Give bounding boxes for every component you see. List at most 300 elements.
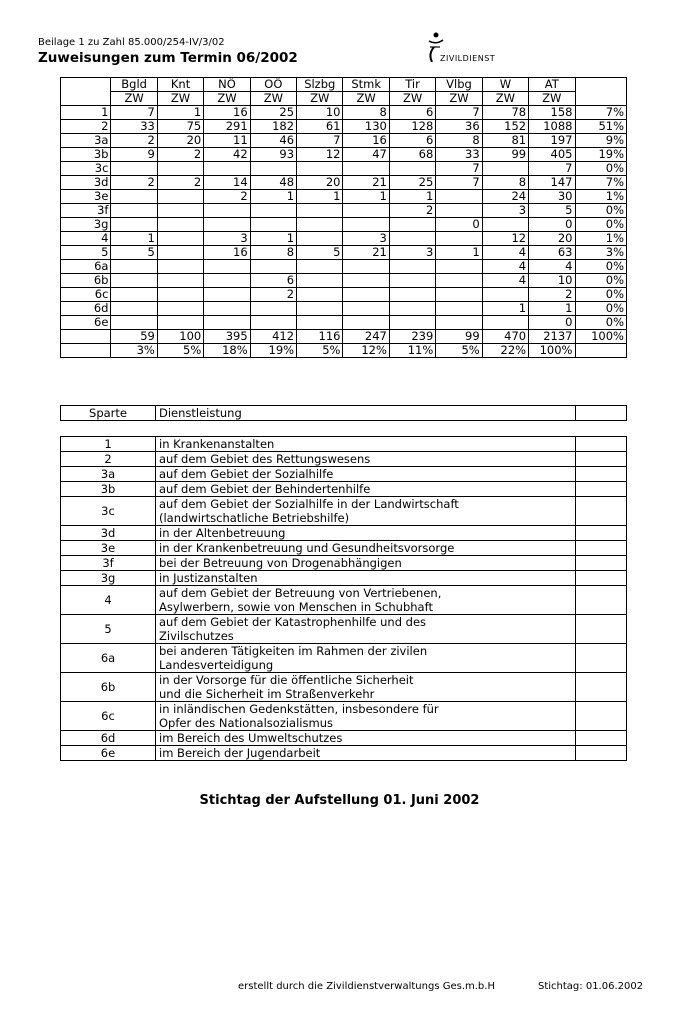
sparte-legend-table <box>60 436 627 761</box>
legend-description <box>156 497 576 526</box>
value-cell <box>250 260 296 274</box>
value-cell: 7 <box>436 162 482 176</box>
column-pct-cell: 5% <box>297 344 343 358</box>
row-label: 3c <box>61 162 111 176</box>
table-row <box>61 204 627 218</box>
row-label: 6d <box>61 302 111 316</box>
legend-extra <box>576 702 627 731</box>
value-cell: 7 <box>111 106 157 120</box>
value-cell: 48 <box>250 176 296 190</box>
value-cell <box>436 260 482 274</box>
value-cell <box>111 190 157 204</box>
legend-code: 6c <box>61 702 156 731</box>
legend-description-line: Zivilschutzes <box>159 629 234 643</box>
legend-extra <box>576 497 627 526</box>
value-cell <box>204 260 250 274</box>
sparte-header-code: Sparte <box>61 406 156 421</box>
legend-row <box>61 526 627 541</box>
value-cell: 8 <box>482 176 528 190</box>
value-cell <box>111 260 157 274</box>
legend-row <box>61 673 627 702</box>
table-row <box>61 106 627 120</box>
value-cell <box>343 288 389 302</box>
value-cell: 33 <box>436 148 482 162</box>
value-cell <box>250 302 296 316</box>
value-cell <box>204 316 250 330</box>
value-cell: 99 <box>482 148 528 162</box>
legend-description-line: auf dem Gebiet der Behindertenhilfe <box>159 482 371 496</box>
legend-code: 6a <box>61 644 156 673</box>
value-cell <box>204 274 250 288</box>
value-cell: 2 <box>529 288 575 302</box>
legend-code: 3a <box>61 467 156 482</box>
value-cell: 47 <box>343 148 389 162</box>
header-row <box>61 78 627 92</box>
row-label: 1 <box>61 106 111 120</box>
legend-code: 3f <box>61 556 156 571</box>
value-cell <box>297 302 343 316</box>
value-cell <box>482 288 528 302</box>
legend-description <box>156 644 576 673</box>
legend-extra <box>576 571 627 586</box>
row-pct: 0% <box>575 288 627 302</box>
column-pct-cell: 18% <box>204 344 250 358</box>
legend-description-line: (landwirtschatliche Betriebshilfe) <box>159 511 350 525</box>
value-cell: 25 <box>389 176 435 190</box>
legend-row <box>61 437 627 452</box>
value-cell: 3 <box>389 246 435 260</box>
value-cell: 20 <box>297 176 343 190</box>
value-cell: 24 <box>482 190 528 204</box>
total-cell: 239 <box>389 330 435 344</box>
sparte-header-desc: Dienstleistung <box>156 406 576 421</box>
legend-extra <box>576 644 627 673</box>
value-cell <box>297 232 343 246</box>
table-row <box>61 190 627 204</box>
value-cell: 4 <box>529 260 575 274</box>
legend-description <box>156 586 576 615</box>
legend-description-line: bei anderen Tätigkeiten im Rahmen der zivilen <box>159 644 428 658</box>
value-cell: 182 <box>250 120 296 134</box>
totals-label <box>61 330 111 344</box>
total-cell: 470 <box>482 330 528 344</box>
column-pct-cell: 5% <box>436 344 482 358</box>
value-cell: 1 <box>297 190 343 204</box>
legend-description-line: Opfer des Nationalsozialismus <box>159 716 333 730</box>
value-cell <box>482 316 528 330</box>
legend-code: 6b <box>61 673 156 702</box>
value-cell <box>157 218 203 232</box>
legend-extra <box>576 437 627 452</box>
column-header: Bgld <box>111 78 157 92</box>
total-cell: 116 <box>297 330 343 344</box>
legend-code: 1 <box>61 437 156 452</box>
row-label: 3f <box>61 204 111 218</box>
value-cell <box>157 190 203 204</box>
value-cell: 68 <box>389 148 435 162</box>
table-row <box>61 246 627 260</box>
legend-row <box>61 571 627 586</box>
value-cell: 7 <box>297 134 343 148</box>
column-subheader: ZW <box>204 92 250 106</box>
column-header: Slzbg <box>297 78 343 92</box>
value-cell <box>436 302 482 316</box>
value-cell: 130 <box>343 120 389 134</box>
footer-stichtag: Stichtag: 01.06.2002 <box>538 981 644 992</box>
totals-row <box>61 330 627 344</box>
value-cell <box>482 162 528 176</box>
value-cell <box>157 260 203 274</box>
value-cell: 21 <box>343 246 389 260</box>
legend-description-line: auf dem Gebiet der Katastrophenhilfe und des <box>159 615 427 629</box>
value-cell <box>389 288 435 302</box>
column-subheader: ZW <box>111 92 157 106</box>
legend-code: 2 <box>61 452 156 467</box>
legend-description <box>156 556 576 571</box>
column-subheader: ZW <box>157 92 203 106</box>
legend-extra <box>576 615 627 644</box>
document-title: Zuweisungen zum Termin 06/2002 <box>38 50 298 66</box>
column-header: OÖ <box>250 78 296 92</box>
legend-description-line: auf dem Gebiet des Rettungswesens <box>159 452 371 466</box>
value-cell <box>389 232 435 246</box>
legend-description-line: Asylwerbern, sowie von Menschen in Schubhaft <box>159 600 433 614</box>
value-cell: 9 <box>111 148 157 162</box>
row-label: 6c <box>61 288 111 302</box>
legend-extra <box>576 452 627 467</box>
legend-code: 6d <box>61 731 156 746</box>
value-cell: 7 <box>529 162 575 176</box>
value-cell: 12 <box>482 232 528 246</box>
reference-number: Beilage 1 zu Zahl 85.000/254-IV/3/02 <box>38 37 225 48</box>
total-cell: 412 <box>250 330 296 344</box>
legend-description <box>156 467 576 482</box>
total-cell: 59 <box>111 330 157 344</box>
value-cell <box>389 218 435 232</box>
value-cell: 4 <box>482 274 528 288</box>
logo-text: ZIVILDIENST <box>440 54 496 63</box>
value-cell: 147 <box>529 176 575 190</box>
row-pct: 0% <box>575 162 627 176</box>
value-cell <box>111 204 157 218</box>
column-pct-cell: 19% <box>250 344 296 358</box>
legend-description <box>156 615 576 644</box>
value-cell: 1 <box>250 190 296 204</box>
zivildienst-logo <box>426 30 546 64</box>
value-cell: 20 <box>529 232 575 246</box>
value-cell <box>250 162 296 176</box>
table-row <box>61 260 627 274</box>
legend-row <box>61 731 627 746</box>
value-cell <box>343 204 389 218</box>
value-cell <box>343 260 389 274</box>
value-cell: 7 <box>436 176 482 190</box>
stichtag-heading: Stichtag der Aufstellung 01. Juni 2002 <box>199 793 480 808</box>
legend-code: 6e <box>61 746 156 761</box>
value-cell: 6 <box>389 134 435 148</box>
value-cell: 2 <box>250 288 296 302</box>
table-row <box>61 288 627 302</box>
value-cell: 1 <box>482 302 528 316</box>
value-cell: 46 <box>250 134 296 148</box>
row-pct: 7% <box>575 106 627 120</box>
table-row <box>61 218 627 232</box>
column-pct-empty <box>575 344 627 358</box>
column-pct-cell: 11% <box>389 344 435 358</box>
column-pct-cell: 22% <box>482 344 528 358</box>
allocation-table <box>60 77 627 358</box>
row-pct: 0% <box>575 316 627 330</box>
total-cell: 99 <box>436 330 482 344</box>
table-row <box>61 134 627 148</box>
column-pct-row <box>61 344 627 358</box>
value-cell <box>204 302 250 316</box>
value-cell: 93 <box>250 148 296 162</box>
value-cell: 5 <box>297 246 343 260</box>
row-label: 6e <box>61 316 111 330</box>
value-cell: 42 <box>204 148 250 162</box>
value-cell: 1 <box>343 190 389 204</box>
legend-description-line: in der Krankenbetreuung und Gesundheitsvorsorge <box>159 541 455 555</box>
row-label: 4 <box>61 232 111 246</box>
column-header: Knt <box>157 78 203 92</box>
value-cell: 2 <box>111 134 157 148</box>
value-cell: 158 <box>529 106 575 120</box>
value-cell <box>111 274 157 288</box>
value-cell: 2 <box>204 190 250 204</box>
row-pct: 0% <box>575 218 627 232</box>
value-cell <box>482 218 528 232</box>
value-cell: 16 <box>204 106 250 120</box>
value-cell <box>157 162 203 176</box>
legend-code: 5 <box>61 615 156 644</box>
legend-description <box>156 541 576 556</box>
value-cell: 5 <box>529 204 575 218</box>
value-cell: 1088 <box>529 120 575 134</box>
value-cell: 36 <box>436 120 482 134</box>
row-label: 3g <box>61 218 111 232</box>
legend-description <box>156 482 576 497</box>
value-cell: 1 <box>111 232 157 246</box>
value-cell: 21 <box>343 176 389 190</box>
column-header: AT <box>529 78 575 92</box>
value-cell <box>343 302 389 316</box>
column-pct-cell: 100% <box>529 344 575 358</box>
value-cell <box>343 218 389 232</box>
legend-description <box>156 702 576 731</box>
legend-description-line: und die Sicherheit im Straßenverkehr <box>159 687 375 701</box>
value-cell: 0 <box>529 218 575 232</box>
total-cell: 100 <box>157 330 203 344</box>
value-cell: 16 <box>204 246 250 260</box>
legend-description-line: auf dem Gebiet der Betreuung von Vertriebenen, <box>159 586 442 600</box>
value-cell: 1 <box>529 302 575 316</box>
footer-created-by: erstellt durch die Zivildienstverwaltungs Ges.m.b.H <box>238 981 495 992</box>
value-cell <box>389 260 435 274</box>
row-label: 6a <box>61 260 111 274</box>
table-row <box>61 232 627 246</box>
column-header: Vlbg <box>436 78 482 92</box>
value-cell: 152 <box>482 120 528 134</box>
value-cell: 1 <box>250 232 296 246</box>
value-cell <box>436 204 482 218</box>
value-cell <box>111 288 157 302</box>
legend-description <box>156 673 576 702</box>
value-cell: 291 <box>204 120 250 134</box>
value-cell: 61 <box>297 120 343 134</box>
row-label: 3d <box>61 176 111 190</box>
value-cell: 0 <box>436 218 482 232</box>
legend-description-line: im Bereich des Umweltschutzes <box>159 731 343 745</box>
value-cell: 4 <box>482 246 528 260</box>
sparte-header-extra <box>576 406 627 421</box>
value-cell <box>389 274 435 288</box>
table-row <box>61 148 627 162</box>
row-label: 3e <box>61 190 111 204</box>
value-cell: 10 <box>297 106 343 120</box>
table-row <box>61 316 627 330</box>
legend-description-line: in Krankenanstalten <box>159 437 275 451</box>
legend-row <box>61 586 627 615</box>
value-cell: 7 <box>436 106 482 120</box>
value-cell <box>436 274 482 288</box>
legend-code: 3b <box>61 482 156 497</box>
column-subheader: ZW <box>343 92 389 106</box>
value-cell: 8 <box>436 134 482 148</box>
legend-description <box>156 437 576 452</box>
value-cell <box>297 274 343 288</box>
value-cell <box>250 218 296 232</box>
value-cell: 1 <box>389 190 435 204</box>
legend-extra <box>576 482 627 497</box>
row-pct: 0% <box>575 260 627 274</box>
legend-row <box>61 497 627 526</box>
column-header: W <box>482 78 528 92</box>
legend-description-line: in der Altenbetreuung <box>159 526 286 540</box>
table-row <box>61 302 627 316</box>
value-cell <box>157 204 203 218</box>
value-cell <box>343 274 389 288</box>
legend-extra <box>576 556 627 571</box>
value-cell: 405 <box>529 148 575 162</box>
row-label: 6b <box>61 274 111 288</box>
row-pct: 3% <box>575 246 627 260</box>
total-cell: 395 <box>204 330 250 344</box>
column-header: NÖ <box>204 78 250 92</box>
legend-extra <box>576 731 627 746</box>
value-cell <box>389 162 435 176</box>
row-label: 3b <box>61 148 111 162</box>
legend-row <box>61 644 627 673</box>
value-cell: 14 <box>204 176 250 190</box>
value-cell <box>343 316 389 330</box>
value-cell <box>204 204 250 218</box>
total-pct: 100% <box>575 330 627 344</box>
legend-description-line: bei der Betreuung von Drogenabhängigen <box>159 556 402 570</box>
value-cell <box>297 204 343 218</box>
row-pct: 7% <box>575 176 627 190</box>
value-cell: 197 <box>529 134 575 148</box>
legend-description-line: in Justizanstalten <box>159 571 258 585</box>
value-cell <box>157 246 203 260</box>
legend-row <box>61 467 627 482</box>
legend-row <box>61 702 627 731</box>
value-cell: 2 <box>111 176 157 190</box>
column-pct-cell: 5% <box>157 344 203 358</box>
legend-description <box>156 452 576 467</box>
row-pct: 51% <box>575 120 627 134</box>
row-pct: 19% <box>575 148 627 162</box>
column-pct-cell: 12% <box>343 344 389 358</box>
legend-description-line: auf dem Gebiet der Sozialhilfe <box>159 467 334 481</box>
row-pct: 0% <box>575 302 627 316</box>
value-cell <box>297 288 343 302</box>
legend-description-line: auf dem Gebiet der Sozialhilfe in der Landwirtschaft <box>159 497 459 511</box>
legend-description-line: in inländischen Gedenkstätten, insbesondere für <box>159 702 439 716</box>
value-cell: 2 <box>389 204 435 218</box>
value-cell <box>111 302 157 316</box>
value-cell <box>157 274 203 288</box>
value-cell: 12 <box>297 148 343 162</box>
table-row <box>61 176 627 190</box>
legend-row <box>61 556 627 571</box>
value-cell <box>343 162 389 176</box>
pct-header <box>575 78 627 106</box>
legend-row <box>61 746 627 761</box>
legend-row <box>61 482 627 497</box>
column-pct-cell: 3% <box>111 344 157 358</box>
value-cell <box>297 260 343 274</box>
value-cell: 25 <box>250 106 296 120</box>
value-cell <box>389 302 435 316</box>
total-cell: 247 <box>343 330 389 344</box>
legend-code: 3g <box>61 571 156 586</box>
value-cell: 1 <box>157 106 203 120</box>
column-subheader: ZW <box>389 92 435 106</box>
row-pct: 0% <box>575 204 627 218</box>
row-pct: 9% <box>575 134 627 148</box>
legend-extra <box>576 586 627 615</box>
value-cell <box>297 218 343 232</box>
value-cell <box>204 218 250 232</box>
column-header: Stmk <box>343 78 389 92</box>
legend-description-line: im Bereich der Jugendarbeit <box>159 746 321 760</box>
value-cell: 75 <box>157 120 203 134</box>
table-row <box>61 162 627 176</box>
legend-extra <box>576 526 627 541</box>
value-cell: 3 <box>343 232 389 246</box>
value-cell: 16 <box>343 134 389 148</box>
column-pct-label <box>61 344 111 358</box>
legend-description-line: Landesverteidigung <box>159 658 274 672</box>
legend-description <box>156 571 576 586</box>
value-cell <box>204 288 250 302</box>
value-cell <box>111 162 157 176</box>
total-cell: 2137 <box>529 330 575 344</box>
value-cell: 78 <box>482 106 528 120</box>
legend-description <box>156 746 576 761</box>
legend-description <box>156 526 576 541</box>
column-subheader: ZW <box>250 92 296 106</box>
row-label: 3a <box>61 134 111 148</box>
value-cell: 81 <box>482 134 528 148</box>
legend-description-line: in der Vorsorge für die öffentliche Sicherheit <box>159 673 414 687</box>
value-cell: 20 <box>157 134 203 148</box>
value-cell <box>436 190 482 204</box>
value-cell: 3 <box>204 232 250 246</box>
value-cell <box>157 316 203 330</box>
value-cell <box>111 218 157 232</box>
